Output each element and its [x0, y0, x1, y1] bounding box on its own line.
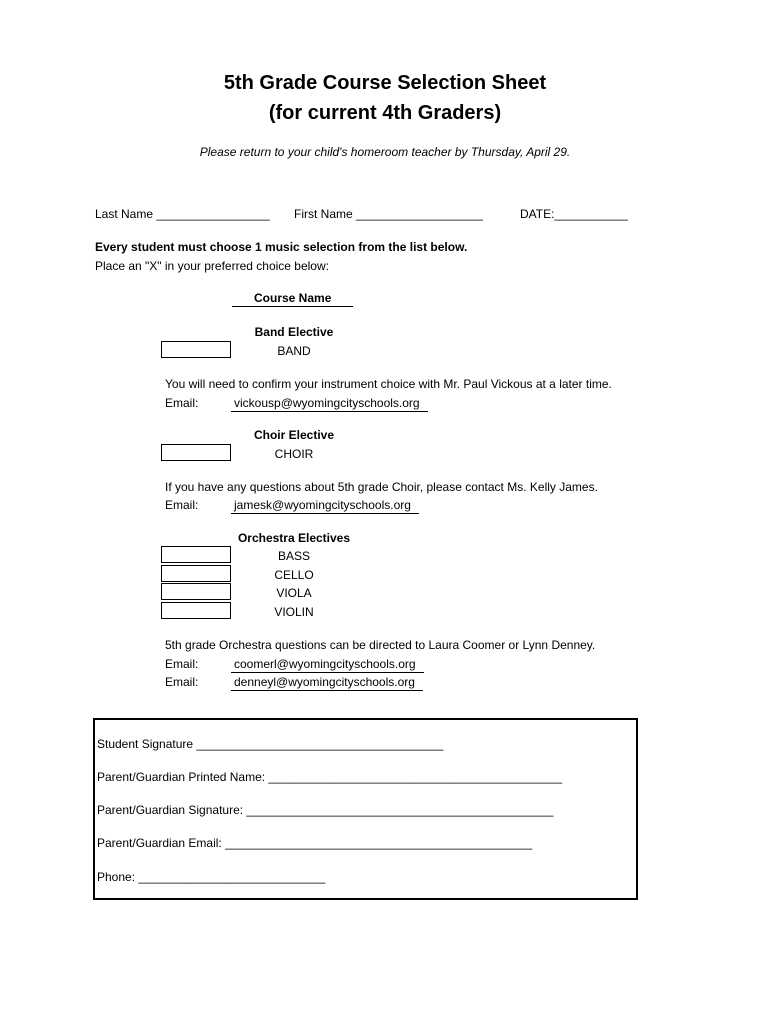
- choir-elective-heading: Choir Elective: [253, 428, 335, 442]
- phone-field[interactable]: Phone: ____________________________: [97, 870, 326, 884]
- viola-checkbox[interactable]: [161, 583, 231, 600]
- parent-email-field[interactable]: Parent/Guardian Email: ______________________________________________: [97, 836, 533, 850]
- violin-checkbox[interactable]: [161, 602, 231, 619]
- cello-checkbox[interactable]: [161, 565, 231, 582]
- choir-checkbox[interactable]: [161, 444, 231, 461]
- choir-email-link[interactable]: jamesk@wyomingcityschools.org: [231, 498, 419, 514]
- page-title: 5th Grade Course Selection Sheet: [223, 72, 547, 94]
- band-email-label: Email:: [165, 396, 199, 410]
- viola-option-label: VIOLA: [276, 586, 312, 600]
- band-option-label: BAND: [277, 344, 311, 358]
- orchestra-note: 5th grade Orchestra questions can be directed to Laura Coomer or Lynn Denney.: [165, 638, 596, 652]
- bass-checkbox[interactable]: [161, 546, 231, 563]
- orchestra-email-label-1: Email:: [165, 657, 199, 671]
- directions-heading: Every student must choose 1 music selection from the list below.: [95, 240, 468, 254]
- date-field[interactable]: DATE:___________: [520, 207, 628, 221]
- directions-text: Place an "X" in your preferred choice below:: [95, 259, 329, 273]
- band-checkbox[interactable]: [161, 341, 231, 358]
- page-subtitle: (for current 4th Graders): [268, 102, 502, 124]
- orchestra-elective-heading: Orchestra Electives: [237, 531, 351, 545]
- last-name-field[interactable]: Last Name _________________: [95, 207, 270, 221]
- band-elective-heading: Band Elective: [254, 325, 334, 339]
- course-name-header: Course Name: [232, 291, 353, 307]
- choir-note: If you have any questions about 5th grade Choir, please contact Ms. Kelly James.: [165, 480, 598, 494]
- bass-option-label: BASS: [277, 549, 310, 563]
- parent-signature-field[interactable]: Parent/Guardian Signature: ______________________________________________: [97, 803, 554, 817]
- band-email-link[interactable]: vickousp@wyomingcityschools.org: [231, 396, 428, 412]
- violin-option-label: VIOLIN: [274, 605, 314, 619]
- choir-email-label: Email:: [165, 498, 199, 512]
- orchestra-email-link-denney[interactable]: denneyl@wyomingcityschools.org: [231, 675, 423, 691]
- choir-option-label: CHOIR: [274, 447, 314, 461]
- orchestra-email-label-2: Email:: [165, 675, 199, 689]
- band-note: You will need to confirm your instrument choice with Mr. Paul Vickous at a later time.: [165, 377, 612, 391]
- orchestra-email-link-coomer[interactable]: coomerl@wyomingcityschools.org: [231, 657, 424, 673]
- return-instruction: Please return to your child's homeroom teacher by Thursday, April 29.: [199, 145, 571, 159]
- student-signature-field[interactable]: Student Signature _____________________________________: [97, 737, 444, 751]
- first-name-field[interactable]: First Name ___________________: [294, 207, 483, 221]
- cello-option-label: CELLO: [274, 568, 314, 582]
- parent-printed-name-field[interactable]: Parent/Guardian Printed Name: ____________________________________________: [97, 770, 563, 784]
